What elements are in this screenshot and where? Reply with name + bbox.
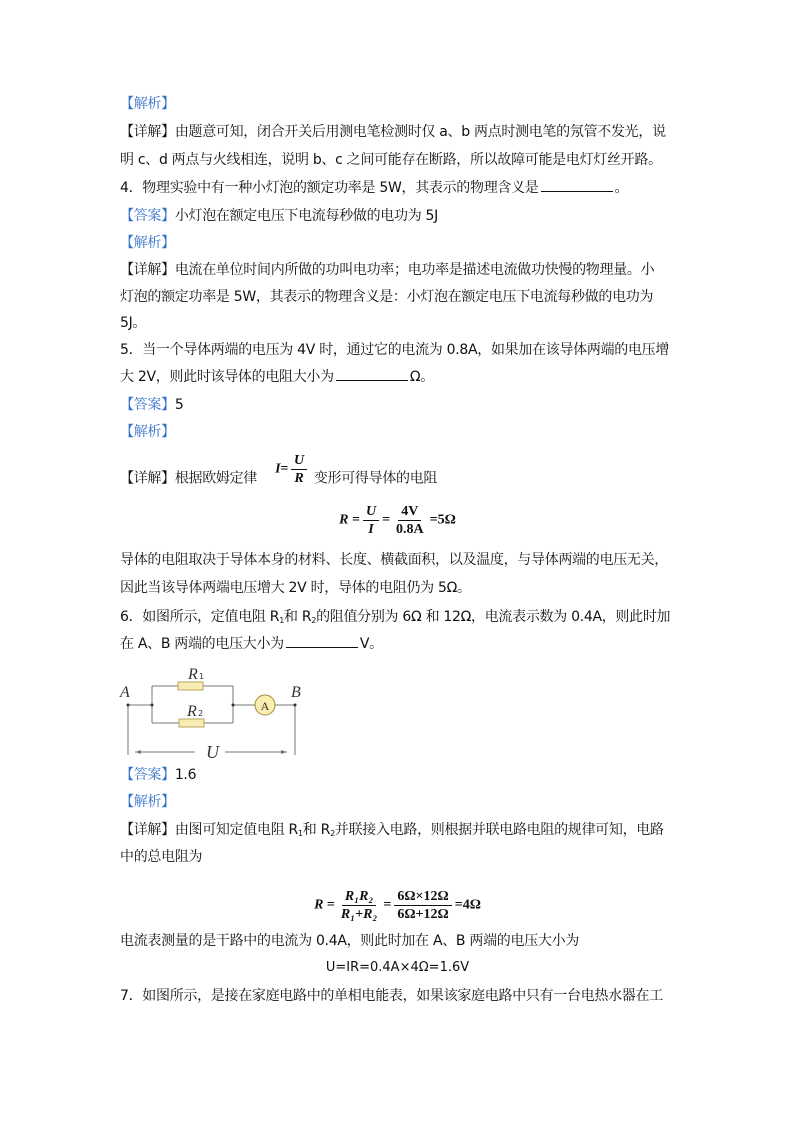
answer-line [120,766,196,784]
text: 变形可得导体的电阻 [313,470,438,487]
text-line [120,635,383,653]
question-5: 5．当一个导体两端的电压为 4V 时，通过它的电流为 0.8A，如果加在该导体两端的电压增 [120,342,670,358]
answer-blank [336,368,408,381]
voltage-u-label: U [206,742,219,762]
text: V。 [359,636,383,652]
resistor-r1 [178,682,203,690]
denominator: 6Ω+12Ω [397,907,449,922]
text: Ω。 [409,369,434,385]
analysis-label: 【解析】 [120,424,175,440]
analysis-label: 【解析】 [120,96,175,112]
text: 根据欧姆定律 [174,470,258,487]
text: 在 A、B 两端的电压大小为 [120,636,284,652]
subscript: 2 [311,616,317,625]
subscript: 1 [199,672,205,681]
answer-blank [541,179,613,192]
text-line: 电流表测量的是干路中的电流为 0.4A，则此时加在 A、B 两端的电压大小为 [120,933,579,949]
symbol: R [314,897,324,913]
symbol: = [326,897,335,913]
question-6 [120,608,670,630]
answer-blank [286,635,358,648]
ammeter-label: A [260,699,270,713]
r1-label: R [188,666,198,683]
detail-label: 【详解】 [120,124,175,140]
resistance-formula [120,503,675,538]
text: 6．如图所示，定值电阻 R [120,609,280,625]
symbol: I [275,461,281,477]
text: 大 2V，则此时该导体的电阻大小为 [120,369,334,385]
answer-text: 1.6 [174,767,197,783]
circuit-diagram [115,655,315,763]
point-a-label: A [120,684,130,701]
total-resistance-formula [120,888,675,923]
text-line: 明 c、d 两点与火线相连，说明 b、c 之间可能存在断路，所以故障可能是电灯灯丝开路。 [120,152,662,168]
detail-paragraph [120,261,654,279]
text-line: 导体的电阻取决于导体本身的材料、长度、横截面积，以及温度，与导体两端的电压无关， [120,552,668,568]
detail-label: 【详解】 [120,470,175,487]
answer-line [120,396,183,414]
numerator: R₁R₂ [342,888,376,906]
numerator: U [363,503,379,521]
answer-label: 【答案】 [120,767,175,783]
detail-label: 【详解】 [120,262,175,278]
text-line [120,368,434,386]
text: 和 R [302,822,331,838]
result: =4Ω [454,897,481,913]
text: 电流在单位时间内所做的功叫电功率；电功率是描述电流做功快慢的物理量。小 [174,262,655,278]
analysis-label: 【解析】 [120,794,175,810]
text: 和 R [283,609,312,625]
detail-paragraph [120,123,666,141]
symbol: R [339,512,349,528]
numerator: 4V [398,503,421,521]
text: 由图可知定值电阻 R [174,822,298,838]
numerator: 6Ω×12Ω [394,888,451,906]
answer-line [120,207,438,225]
detail-label: 【详解】 [120,822,175,838]
question-4 [120,179,628,197]
text-line: 中的总电阻为 [120,849,203,865]
denominator: R [294,471,304,486]
answer-label: 【答案】 [120,397,175,413]
text-line: 5J。 [120,315,147,331]
symbol: = [382,512,391,528]
symbol: = [351,512,360,528]
text: 由题意可知，闭合开关后用测电笔检测时仅 a、b 两点时测电笔的氖管不发光，说 [174,124,666,140]
subscript: 2 [330,829,335,838]
point-b-label: B [291,684,301,701]
result: =5Ω [429,512,456,528]
subscript: 1 [298,829,303,838]
voltage-calculation: U=IR=0.4A×4Ω=1.6V [325,960,470,975]
text: 的阻值分别为 6Ω 和 12Ω，电流表示数为 0.4A，则此时加 [316,609,671,625]
subscript: 2 [198,709,204,718]
analysis-label: 【解析】 [120,235,175,251]
text-line: 灯泡的额定功率是 5W，其表示的物理含义是：小灯泡在额定电压下电流每秒做的电功为 [120,289,654,305]
symbol: = [280,461,289,477]
resistor-r2 [179,719,204,727]
text: 并联接入电路，则根据并联电路电阻的规律可知，电路 [334,822,664,838]
denominator: R₁+R₂ [340,907,378,922]
text: 。 [614,180,629,196]
numerator: U [291,452,307,470]
denominator: 0.8A [396,522,424,537]
answer-label: 【答案】 [120,208,175,224]
detail-paragraph [120,821,664,843]
text-line: 因此当该导体两端电压增大 2V 时，导体的电阻仍为 5Ω。 [120,580,471,596]
answer-text: 5 [174,397,184,413]
question-text: 4．物理实验中有一种小灯泡的额定功率是 5W，其表示的物理含义是 [120,180,539,196]
symbol: = [383,897,392,913]
denominator: I [368,522,374,537]
question-7: 7．如图所示，是接在家庭电路中的单相电能表，如果该家庭电路中只有一台电热水器在工 [120,988,663,1004]
ohm-law-formula [275,452,310,487]
answer-text: 小灯泡在额定电压下电流每秒做的电功为 5J [174,208,438,224]
r2-label: R [187,703,197,720]
detail-paragraph [120,452,437,494]
subscript: 1 [279,616,284,625]
